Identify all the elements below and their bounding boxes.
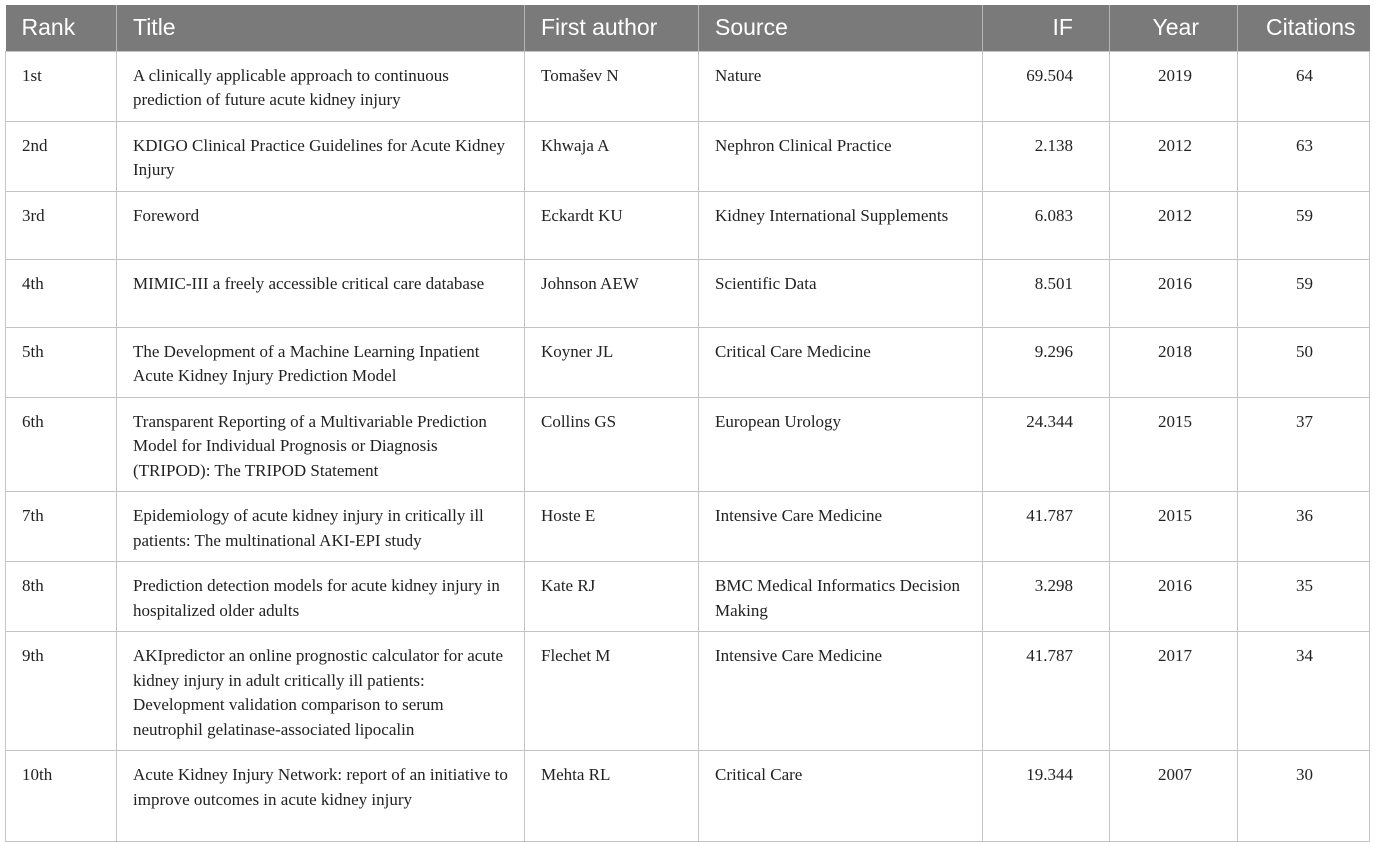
cell-source: Critical Care	[699, 751, 983, 842]
cell-citations: 37	[1238, 397, 1370, 492]
cell-first-author: Mehta RL	[525, 751, 699, 842]
cell-source: BMC Medical Informatics Decision Making	[699, 562, 983, 632]
cell-year: 2012	[1110, 121, 1238, 191]
cell-year: 2007	[1110, 751, 1238, 842]
cell-rank: 4th	[6, 259, 117, 327]
cell-citations: 34	[1238, 632, 1370, 751]
table-header	[6, 5, 1370, 51]
cell-first-author: Koyner JL	[525, 327, 699, 397]
cell-title: Transparent Reporting of a Multivariable Prediction Model for Individual Prognosis or Diagnosis (TRIPOD): The TRIPOD Statement	[117, 397, 525, 492]
cell-rank: 1st	[6, 51, 117, 121]
cell-year: 2015	[1110, 492, 1238, 562]
cell-first-author: Hoste E	[525, 492, 699, 562]
cell-if: 24.344	[983, 397, 1110, 492]
header-rank: Rank	[6, 5, 117, 51]
table-row	[6, 751, 1370, 842]
table-row	[6, 259, 1370, 327]
table-row	[6, 492, 1370, 562]
cell-citations: 59	[1238, 191, 1370, 259]
cell-title: The Development of a Machine Learning Inpatient Acute Kidney Injury Prediction Model	[117, 327, 525, 397]
cell-citations: 63	[1238, 121, 1370, 191]
cell-citations: 30	[1238, 751, 1370, 842]
cell-year: 2015	[1110, 397, 1238, 492]
cell-source: Kidney International Supplements	[699, 191, 983, 259]
cell-rank: 8th	[6, 562, 117, 632]
cell-title: Prediction detection models for acute kidney injury in hospitalized older adults	[117, 562, 525, 632]
cell-rank: 6th	[6, 397, 117, 492]
cell-rank: 2nd	[6, 121, 117, 191]
cell-year: 2012	[1110, 191, 1238, 259]
cell-if: 6.083	[983, 191, 1110, 259]
header-citations: Citations	[1238, 5, 1370, 51]
cell-year: 2017	[1110, 632, 1238, 751]
cell-first-author: Tomašev N	[525, 51, 699, 121]
table-body	[6, 51, 1370, 842]
cell-source: Nephron Clinical Practice	[699, 121, 983, 191]
cell-title: Foreword	[117, 191, 525, 259]
cell-citations: 36	[1238, 492, 1370, 562]
table-row	[6, 121, 1370, 191]
cell-rank: 5th	[6, 327, 117, 397]
cell-if: 2.138	[983, 121, 1110, 191]
header-year: Year	[1110, 5, 1238, 51]
table-row	[6, 632, 1370, 751]
cell-source: Critical Care Medicine	[699, 327, 983, 397]
table-row	[6, 397, 1370, 492]
header-first-author: First author	[525, 5, 699, 51]
cell-if: 19.344	[983, 751, 1110, 842]
cell-source: Intensive Care Medicine	[699, 632, 983, 751]
cell-year: 2016	[1110, 562, 1238, 632]
cell-if: 3.298	[983, 562, 1110, 632]
cell-year: 2016	[1110, 259, 1238, 327]
header-if: IF	[983, 5, 1110, 51]
cell-first-author: Flechet M	[525, 632, 699, 751]
header-row	[6, 5, 1370, 51]
cell-rank: 10th	[6, 751, 117, 842]
cell-source: Scientific Data	[699, 259, 983, 327]
cell-first-author: Eckardt KU	[525, 191, 699, 259]
cell-citations: 59	[1238, 259, 1370, 327]
cell-year: 2019	[1110, 51, 1238, 121]
cell-title: KDIGO Clinical Practice Guidelines for Acute Kidney Injury	[117, 121, 525, 191]
cell-if: 8.501	[983, 259, 1110, 327]
cell-citations: 35	[1238, 562, 1370, 632]
table-row	[6, 327, 1370, 397]
cell-title: MIMIC-III a freely accessible critical care database	[117, 259, 525, 327]
cell-year: 2018	[1110, 327, 1238, 397]
cell-title: AKIpredictor an online prognostic calculator for acute kidney injury in adult critically ill patients: Development validation comparison to serum neutrophil gelatinase-associated lipocalin	[117, 632, 525, 751]
cell-if: 9.296	[983, 327, 1110, 397]
cell-first-author: Johnson AEW	[525, 259, 699, 327]
top-cited-references-table	[5, 5, 1370, 842]
cell-citations: 50	[1238, 327, 1370, 397]
cell-first-author: Collins GS	[525, 397, 699, 492]
cell-title: A clinically applicable approach to continuous prediction of future acute kidney injury	[117, 51, 525, 121]
header-title: Title	[117, 5, 525, 51]
table-row	[6, 51, 1370, 121]
cell-title: Epidemiology of acute kidney injury in critically ill patients: The multinational AKI-EPI study	[117, 492, 525, 562]
cell-citations: 64	[1238, 51, 1370, 121]
cell-source: Nature	[699, 51, 983, 121]
table-row	[6, 562, 1370, 632]
cell-source: European Urology	[699, 397, 983, 492]
header-source: Source	[699, 5, 983, 51]
cell-rank: 7th	[6, 492, 117, 562]
cell-if: 69.504	[983, 51, 1110, 121]
cell-if: 41.787	[983, 492, 1110, 562]
table-row	[6, 191, 1370, 259]
cell-rank: 9th	[6, 632, 117, 751]
cell-source: Intensive Care Medicine	[699, 492, 983, 562]
cell-first-author: Kate RJ	[525, 562, 699, 632]
cell-rank: 3rd	[6, 191, 117, 259]
cell-first-author: Khwaja A	[525, 121, 699, 191]
cell-title: Acute Kidney Injury Network: report of an initiative to improve outcomes in acute kidney injury	[117, 751, 525, 842]
cell-if: 41.787	[983, 632, 1110, 751]
